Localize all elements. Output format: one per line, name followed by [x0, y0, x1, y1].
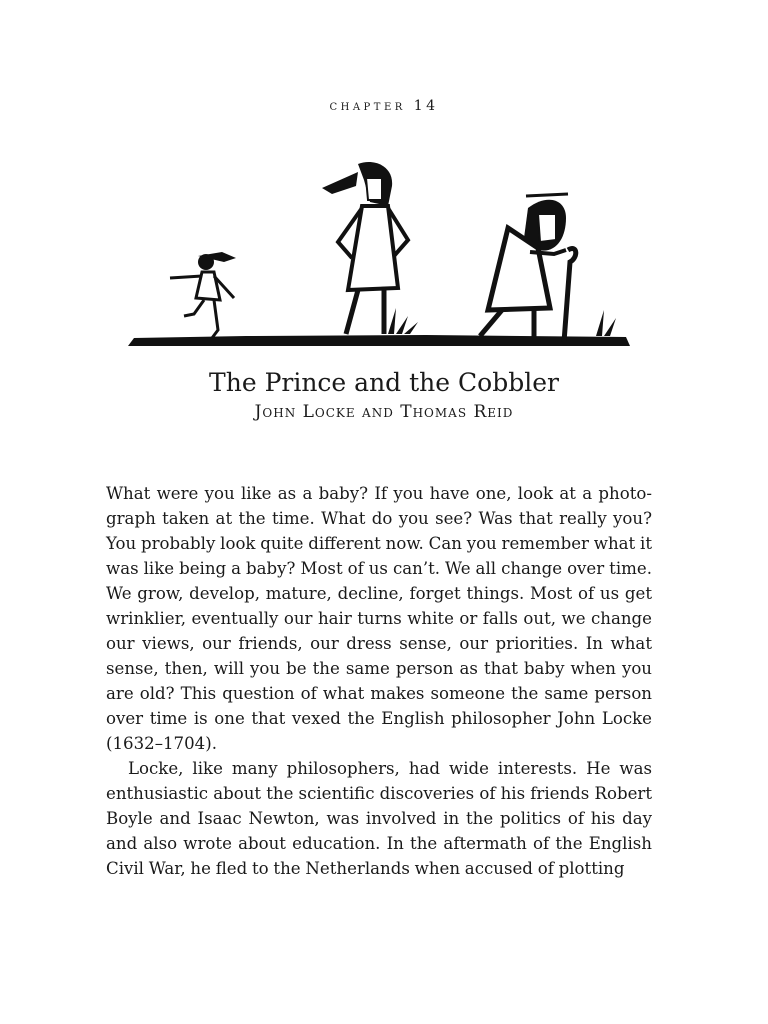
chapter-illustration: [126, 158, 632, 350]
body-text: [106, 481, 652, 881]
paragraph: What were you like as a baby? If you have one, look at a photo-graph taken at the time. What do you see? Was that really you? You probably look quite different now. Can you remember what it was like being a baby? Most of us can’t. We all change over time. We grow, develop, mature, decline, forget things. Most of us get wrinklier, eventually our hair turns white or falls out, we change our views, our friends, our dress sense, our priorities. In what sense, then, will you be the same person as that baby when you are old? This question of what makes someone the same person over time is one that vexed the English philosopher John Locke (1632–1704).: [106, 484, 652, 753]
woodcut-child-woman-elder-icon: [126, 158, 632, 350]
paragraph: Locke, like many philosophers, had wide interests. He was enthusiastic about the scientific discoveries of his friends Robert Boyle and Isaac Newton, was involved in the politics of his day and also wrote about education. In the aftermath of the English Civil War, he fled to the Netherlands when accused of plotting: [106, 759, 652, 878]
chapter-title: The Prince and the Cobbler: [209, 368, 559, 397]
chapter-subtitle: John Locke and Thomas Reid: [254, 402, 514, 422]
chapter-label: chapter 14: [329, 98, 439, 114]
